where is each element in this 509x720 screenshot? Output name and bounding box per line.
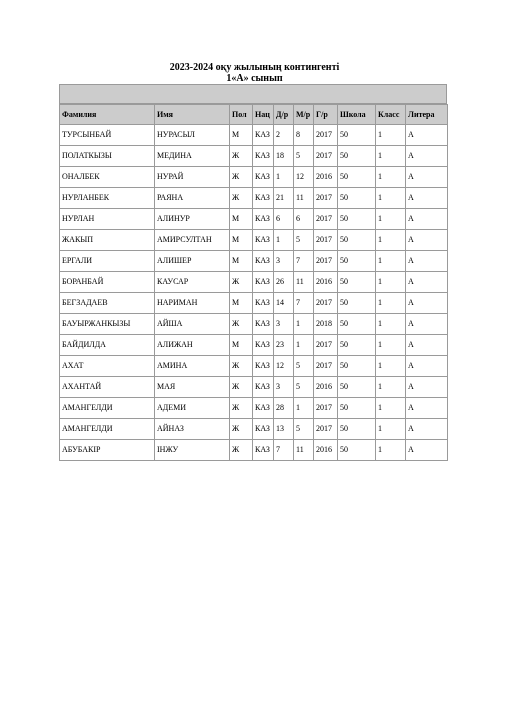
letter-cell: А [406, 167, 448, 188]
gender-cell: М [230, 125, 253, 146]
grade-cell: 1 [376, 356, 406, 377]
grade-cell: 1 [376, 230, 406, 251]
birth-month-cell: 5 [294, 419, 314, 440]
surname-cell: ЕРГАЛИ [60, 251, 155, 272]
col-header-grade: Класс [376, 105, 406, 125]
birth-day-cell: 18 [274, 146, 294, 167]
birth-day-cell: 2 [274, 125, 294, 146]
gender-cell: Ж [230, 272, 253, 293]
name-cell: АМИРСУЛТАН [155, 230, 230, 251]
name-cell: НУРАЙ [155, 167, 230, 188]
surname-cell: ПОЛАТКЫЗЫ [60, 146, 155, 167]
birth-day-cell: 12 [274, 356, 294, 377]
gender-cell: Ж [230, 398, 253, 419]
table-row [60, 209, 448, 230]
letter-cell: А [406, 398, 448, 419]
table-row [60, 356, 448, 377]
surname-cell: АМАНГЕЛДИ [60, 419, 155, 440]
grade-cell: 1 [376, 146, 406, 167]
document-title: 2023-2024 оқу жылының контингенті [169, 62, 340, 73]
surname-cell: БАУЫРЖАНКЫЗЫ [60, 314, 155, 335]
grade-cell: 1 [376, 293, 406, 314]
birth-day-cell: 1 [274, 167, 294, 188]
gender-cell: М [230, 230, 253, 251]
gender-cell: М [230, 209, 253, 230]
surname-cell: АХАНТАЙ [60, 377, 155, 398]
nationality-cell: КАЗ [253, 209, 274, 230]
grade-cell: 1 [376, 188, 406, 209]
birth-month-cell: 5 [294, 146, 314, 167]
table-body [60, 125, 448, 461]
birth-month-cell: 5 [294, 377, 314, 398]
nationality-cell: КАЗ [253, 188, 274, 209]
school-cell: 50 [338, 251, 376, 272]
name-cell: КАУСАР [155, 272, 230, 293]
letter-cell: А [406, 419, 448, 440]
surname-cell: ТУРСЫНБАЙ [60, 125, 155, 146]
letter-cell: А [406, 335, 448, 356]
birth-year-cell: 2017 [314, 419, 338, 440]
birth-month-cell: 7 [294, 251, 314, 272]
letter-cell: А [406, 293, 448, 314]
birth-month-cell: 11 [294, 440, 314, 461]
name-cell: АЛИНУР [155, 209, 230, 230]
col-header-school: Школа [338, 105, 376, 125]
name-cell: АДЕМИ [155, 398, 230, 419]
school-cell: 50 [338, 419, 376, 440]
birth-year-cell: 2017 [314, 251, 338, 272]
letter-cell: А [406, 146, 448, 167]
col-header-birth-year: Г/р [314, 105, 338, 125]
gender-cell: Ж [230, 146, 253, 167]
birth-year-cell: 2017 [314, 230, 338, 251]
birth-year-cell: 2016 [314, 440, 338, 461]
grade-cell: 1 [376, 377, 406, 398]
grade-cell: 1 [376, 272, 406, 293]
grade-cell: 1 [376, 167, 406, 188]
grade-cell: 1 [376, 125, 406, 146]
birth-month-cell: 11 [294, 188, 314, 209]
gender-cell: М [230, 335, 253, 356]
birth-year-cell: 2017 [314, 398, 338, 419]
gender-cell: Ж [230, 419, 253, 440]
name-cell: АЛИШЕР [155, 251, 230, 272]
table-row [60, 440, 448, 461]
surname-cell: АБУБАКІР [60, 440, 155, 461]
surname-cell: ЖАКЫП [60, 230, 155, 251]
col-header-gender: Пол [230, 105, 253, 125]
table-row [60, 230, 448, 251]
birth-year-cell: 2017 [314, 335, 338, 356]
nationality-cell: КАЗ [253, 440, 274, 461]
student-roster-table [59, 104, 448, 461]
nationality-cell: КАЗ [253, 125, 274, 146]
name-cell: МЕДИНА [155, 146, 230, 167]
grade-cell: 1 [376, 209, 406, 230]
surname-cell: НУРЛАНБЕК [60, 188, 155, 209]
letter-cell: А [406, 230, 448, 251]
school-cell: 50 [338, 272, 376, 293]
school-cell: 50 [338, 356, 376, 377]
school-cell: 50 [338, 335, 376, 356]
grade-cell: 1 [376, 314, 406, 335]
col-header-letter: Литера [406, 105, 448, 125]
school-cell: 50 [338, 188, 376, 209]
birth-day-cell: 21 [274, 188, 294, 209]
table-row [60, 419, 448, 440]
school-cell: 50 [338, 377, 376, 398]
birth-month-cell: 6 [294, 209, 314, 230]
table-row [60, 188, 448, 209]
birth-year-cell: 2017 [314, 293, 338, 314]
name-cell: НАРИМАН [155, 293, 230, 314]
letter-cell: А [406, 251, 448, 272]
birth-month-cell: 11 [294, 272, 314, 293]
letter-cell: А [406, 356, 448, 377]
table-row [60, 146, 448, 167]
grade-cell: 1 [376, 398, 406, 419]
gender-cell: Ж [230, 167, 253, 188]
name-cell: МАЯ [155, 377, 230, 398]
nationality-cell: КАЗ [253, 167, 274, 188]
nationality-cell: КАЗ [253, 335, 274, 356]
table-header-row [60, 105, 448, 125]
table-row [60, 377, 448, 398]
nationality-cell: КАЗ [253, 398, 274, 419]
surname-cell: НУРЛАН [60, 209, 155, 230]
table-row [60, 293, 448, 314]
grade-cell: 1 [376, 251, 406, 272]
table-row [60, 335, 448, 356]
school-cell: 50 [338, 314, 376, 335]
school-cell: 50 [338, 398, 376, 419]
school-cell: 50 [338, 293, 376, 314]
surname-cell: БОРАНБАЙ [60, 272, 155, 293]
letter-cell: А [406, 188, 448, 209]
gender-cell: М [230, 293, 253, 314]
birth-year-cell: 2017 [314, 209, 338, 230]
grade-cell: 1 [376, 335, 406, 356]
birth-day-cell: 7 [274, 440, 294, 461]
letter-cell: А [406, 377, 448, 398]
surname-cell: ОНАЛБЕК [60, 167, 155, 188]
nationality-cell: КАЗ [253, 377, 274, 398]
letter-cell: А [406, 440, 448, 461]
col-header-birth-month: М/р [294, 105, 314, 125]
table-row [60, 272, 448, 293]
table-row [60, 314, 448, 335]
birth-month-cell: 1 [294, 335, 314, 356]
birth-day-cell: 6 [274, 209, 294, 230]
birth-day-cell: 1 [274, 230, 294, 251]
col-header-birth-day: Д/р [274, 105, 294, 125]
letter-cell: А [406, 125, 448, 146]
nationality-cell: КАЗ [253, 314, 274, 335]
gender-cell: Ж [230, 188, 253, 209]
table-row [60, 167, 448, 188]
birth-day-cell: 3 [274, 377, 294, 398]
birth-year-cell: 2018 [314, 314, 338, 335]
surname-cell: БЕГЗАДАЕВ [60, 293, 155, 314]
birth-year-cell: 2016 [314, 377, 338, 398]
birth-day-cell: 23 [274, 335, 294, 356]
name-cell: АЙНАЗ [155, 419, 230, 440]
school-cell: 50 [338, 167, 376, 188]
birth-day-cell: 14 [274, 293, 294, 314]
birth-day-cell: 13 [274, 419, 294, 440]
grade-cell: 1 [376, 440, 406, 461]
letter-cell: А [406, 314, 448, 335]
name-cell: АМИНА [155, 356, 230, 377]
birth-year-cell: 2017 [314, 146, 338, 167]
birth-day-cell: 26 [274, 272, 294, 293]
name-cell: РАЯНА [155, 188, 230, 209]
birth-month-cell: 5 [294, 230, 314, 251]
birth-year-cell: 2017 [314, 356, 338, 377]
nationality-cell: КАЗ [253, 146, 274, 167]
name-cell: ІНЖУ [155, 440, 230, 461]
surname-cell: АМАНГЕЛДИ [60, 398, 155, 419]
name-cell: НУРАСЫЛ [155, 125, 230, 146]
birth-month-cell: 1 [294, 314, 314, 335]
birth-year-cell: 2016 [314, 272, 338, 293]
nationality-cell: КАЗ [253, 293, 274, 314]
col-header-nationality: Нац [253, 105, 274, 125]
school-cell: 50 [338, 146, 376, 167]
birth-day-cell: 28 [274, 398, 294, 419]
birth-day-cell: 3 [274, 251, 294, 272]
letter-cell: А [406, 272, 448, 293]
gender-cell: Ж [230, 356, 253, 377]
school-cell: 50 [338, 230, 376, 251]
class-subtitle: 1«А» сынып [226, 73, 283, 84]
table-row [60, 251, 448, 272]
nationality-cell: КАЗ [253, 356, 274, 377]
nationality-cell: КАЗ [253, 272, 274, 293]
name-cell: АЙША [155, 314, 230, 335]
gender-cell: Ж [230, 377, 253, 398]
table-header-band [59, 84, 447, 104]
gender-cell: Ж [230, 314, 253, 335]
gender-cell: М [230, 251, 253, 272]
letter-cell: А [406, 209, 448, 230]
nationality-cell: КАЗ [253, 251, 274, 272]
birth-month-cell: 8 [294, 125, 314, 146]
table-row [60, 398, 448, 419]
birth-day-cell: 3 [274, 314, 294, 335]
birth-month-cell: 1 [294, 398, 314, 419]
grade-cell: 1 [376, 419, 406, 440]
birth-month-cell: 12 [294, 167, 314, 188]
birth-year-cell: 2016 [314, 167, 338, 188]
table-row [60, 125, 448, 146]
surname-cell: БАЙДИЛДА [60, 335, 155, 356]
name-cell: АЛИЖАН [155, 335, 230, 356]
birth-month-cell: 5 [294, 356, 314, 377]
school-cell: 50 [338, 209, 376, 230]
school-cell: 50 [338, 440, 376, 461]
col-header-surname: Фамилия [60, 105, 155, 125]
col-header-name: Имя [155, 105, 230, 125]
nationality-cell: КАЗ [253, 230, 274, 251]
school-cell: 50 [338, 125, 376, 146]
nationality-cell: КАЗ [253, 419, 274, 440]
birth-year-cell: 2017 [314, 125, 338, 146]
surname-cell: АХАТ [60, 356, 155, 377]
gender-cell: Ж [230, 440, 253, 461]
birth-month-cell: 7 [294, 293, 314, 314]
birth-year-cell: 2017 [314, 188, 338, 209]
